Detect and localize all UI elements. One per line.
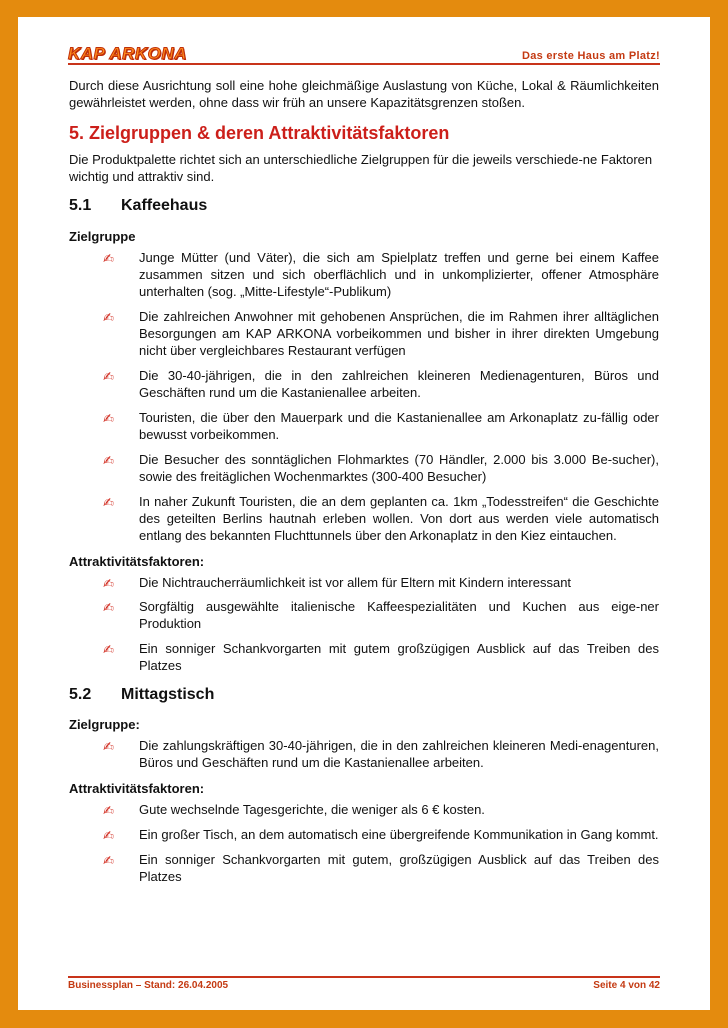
pen-bullet-icon: ✍ — [103, 828, 114, 843]
document-page — [18, 17, 710, 1010]
pen-bullet-icon: ✍ — [103, 495, 114, 510]
s52-target-label: Zielgruppe: — [69, 717, 140, 732]
section-5-1-title: Kaffeehaus — [121, 197, 208, 214]
list-item: ✍ Ein sonniger Schankvorgarten mit gutem, großzügigen Ausblick auf das Treiben des Platzes — [103, 852, 659, 884]
pen-bullet-icon: ✍ — [103, 251, 114, 266]
s51-target-list — [69, 249, 659, 544]
pen-bullet-icon: ✍ — [103, 411, 114, 426]
s52-factors-label: Attraktivitätsfaktoren: — [69, 781, 205, 796]
page-footer — [68, 980, 660, 991]
pen-bullet-icon: ✍ — [103, 803, 114, 818]
list-item: ✍ Die zahlungskräftigen 30-40-jährigen, die in den zahlreichen kleineren Medi-enagenturen, Büros und Geschäften rund um die Kastanienallee arbeiten. — [103, 738, 659, 770]
list-item: ✍ Die 30-40-jährigen, die in den zahlreichen kleineren Medienagenturen, Büros und Geschäften rund um die Kastanienallee arbeiten. — [103, 368, 659, 400]
s51-factors-list — [69, 574, 659, 674]
pen-bullet-icon: ✍ — [103, 600, 114, 615]
section-5-2-heading — [69, 686, 659, 703]
section-5-2-title: Mittagstisch — [121, 686, 215, 703]
pen-bullet-icon: ✍ — [103, 576, 114, 591]
list-item: ✍ Junge Mütter (und Väter), die sich am Spielplatz treffen und gerne bei einem Kaffee zusammen sitzen und sich oberflächlich und in unkomplizierter, offener Atmosphäre unterhalten (sog. „Mitte-Lifestyle“-Publikum) — [103, 250, 659, 299]
list-item: ✍ Die zahlreichen Anwohner mit gehobenen Ansprüchen, die im Rahmen ihrer alltäglichen Besorgungen am KAP ARKONA vorbeikommen und bisher in ihrer direkten Umgebung nicht über vergleichbares Restaurant verfügen — [103, 309, 659, 358]
pen-bullet-icon: ✍ — [103, 739, 114, 754]
section-5-1-heading — [69, 197, 659, 214]
pen-bullet-icon: ✍ — [103, 310, 114, 325]
header-slogan: Das erste Haus am Platz! — [521, 50, 660, 62]
footer-rule — [68, 976, 660, 978]
pen-bullet-icon: ✍ — [103, 453, 114, 468]
section-5-heading: 5. Zielgruppen & deren Attraktivitätsfaktoren — [69, 123, 450, 143]
list-item: ✍ Die Besucher des sonntäglichen Flohmarktes (70 Händler, 2.000 bis 3.000 Be-sucher), sowie des freitäglichen Wochenmarktes (300-400 Besucher) — [103, 452, 659, 484]
section-5-1-number: 5.1 — [69, 197, 92, 214]
footer-page-number: Seite 4 von 42 — [593, 980, 660, 991]
pen-bullet-icon: ✍ — [103, 853, 114, 868]
s51-target-label: Zielgruppe — [69, 229, 136, 244]
list-item: ✍ Gute wechselnde Tagesgerichte, die weniger als 6 € kosten. — [103, 802, 485, 818]
header-rule — [68, 63, 660, 65]
s52-target-list — [69, 737, 659, 771]
kap-arkona-logo: KAP ARKONA — [68, 44, 187, 63]
list-item: ✍ Die Nichtraucherräumlichkeit ist vor allem für Eltern mit Kindern interessant — [103, 575, 572, 591]
intro-paragraph: Durch diese Ausrichtung soll eine hohe gleichmäßige Auslastung von Küche, Lokal & Räumlichkeiten gewährleistet werden, ohne dass wir früh an unsere Kapazitätsgrenzen stoßen. — [69, 78, 659, 110]
list-item: ✍ Touristen, die über den Mauerpark und die Kastanienallee am Arkonaplatz zu-fällig oder bewusst vorbeikommen. — [103, 410, 659, 442]
pen-bullet-icon: ✍ — [103, 642, 114, 657]
s51-factors-label: Attraktivitätsfaktoren: — [69, 554, 205, 569]
s52-factors-list — [69, 801, 659, 885]
pen-bullet-icon: ✍ — [103, 369, 114, 384]
list-item: ✍ Ein sonniger Schankvorgarten mit gutem großzügigen Ausblick auf das Treiben des Platzes — [103, 641, 659, 673]
list-item: ✍ Sorgfältig ausgewählte italienische Kaffeespezialitäten und Kuchen aus eige-ner Produktion — [103, 599, 659, 631]
list-item: ✍ Ein großer Tisch, an dem automatisch eine übergreifende Kommunikation in Gang kommt. — [103, 827, 659, 843]
list-item: ✍ In naher Zukunft Touristen, die an dem geplanten ca. 1km „Todesstreifen“ die Geschichte des geteilten Berlins hautnah erleben wollen. Von dort aus werden viele automatisch entlang des bekannten Fluchttunnels über den Arkonaplatz in den Kiez eintauchen. — [103, 494, 659, 543]
section-5-2-number: 5.2 — [69, 686, 92, 703]
footer-doc-info: Businessplan – Stand: 26.04.2005 — [68, 980, 229, 991]
section-5-text: Die Produktpalette richtet sich an unterschiedliche Zielgruppen für die jeweils verschiede-ne Faktoren wichtig und attraktiv sind. — [69, 152, 653, 184]
page-content — [69, 76, 659, 885]
